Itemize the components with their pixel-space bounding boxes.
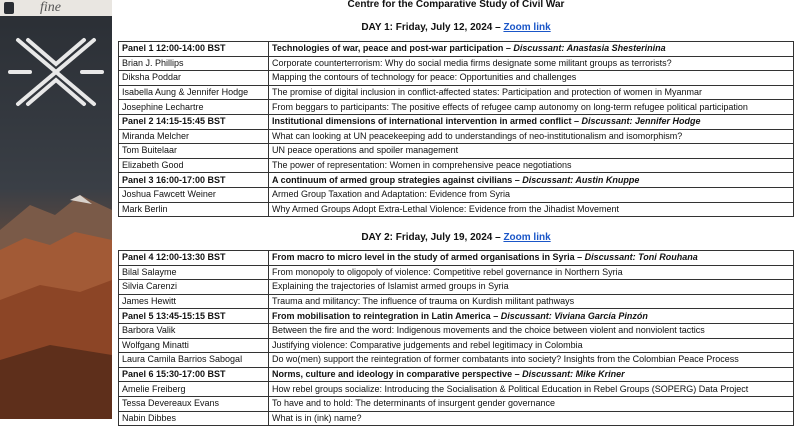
panel-row: [119, 42, 794, 57]
discussant: Discussant: Mike Kriner: [522, 369, 625, 380]
paper-row: [119, 56, 794, 71]
presenter-name: Amelie Freiberg: [119, 382, 269, 397]
paper-row: [119, 71, 794, 86]
panel-topic-cell: [269, 251, 794, 266]
panel-topic-cell: [269, 309, 794, 324]
presenter-name: Tom Buitelaar: [119, 144, 269, 159]
paper-title: Corporate counterterrorism: Why do social media firms designate some militant groups as terrorists?: [269, 56, 794, 71]
paper-row: [119, 338, 794, 353]
day-1-table: [118, 41, 794, 217]
day-2-heading: [112, 232, 800, 243]
day-1-zoom-link[interactable]: Zoom link: [503, 22, 551, 33]
panel-row: [119, 309, 794, 324]
paper-title: The promise of digital inclusion in conflict-affected states: Participation and protection of women in Myanmar: [269, 85, 794, 100]
panel-row: [119, 367, 794, 382]
panel-topic: Technologies of war, peace and post-war participation –: [272, 43, 514, 54]
presenter-name: Silvia Carenzi: [119, 280, 269, 295]
panel-topic: Norms, culture and ideology in comparative perspective –: [272, 369, 523, 380]
presenter-name: Josephine Lechartre: [119, 100, 269, 115]
paper-title: From monopoly to oligopoly of violence: Competitive rebel governance in Northern Syria: [269, 265, 794, 280]
panel-row: [119, 173, 794, 188]
presenter-name: Mark Berlin: [119, 202, 269, 217]
presenter-name: Nabin Dibbes: [119, 411, 269, 426]
paper-row: [119, 353, 794, 368]
paper-title: Mapping the contours of technology for peace: Opportunities and challenges: [269, 71, 794, 86]
panel-topic-cell: [269, 114, 794, 129]
paper-title: Trauma and militancy: The influence of trauma on Kurdish militant pathways: [269, 294, 794, 309]
paper-row: [119, 202, 794, 217]
paper-title: How rebel groups socialize: Introducing the Socialisation & Political Education in Rebel Groups (SOPERG) Data Project: [269, 382, 794, 397]
paper-row: [119, 411, 794, 426]
paper-row: [119, 265, 794, 280]
panel-topic: A continuum of armed group strategies against civilians –: [272, 174, 523, 185]
paper-row: [119, 144, 794, 159]
paper-title: Between the fire and the word: Indigenous movements and the choice between violent and nonviolent tactics: [269, 323, 794, 338]
panel-topic: Institutional dimensions of international intervention in armed conflict –: [272, 116, 582, 127]
day-2-table: [118, 250, 794, 426]
brand-logo: fine: [40, 0, 61, 15]
paper-title: Explaining the trajectories of Islamist armed groups in Syria: [269, 280, 794, 295]
paper-row: [119, 294, 794, 309]
discussant: Discussant: Toni Rouhana: [584, 252, 698, 263]
presenter-name: Isabella Aung & Jennifer Hodge: [119, 85, 269, 100]
panel-topic: From macro to micro level in the study of armed organisations in Syria –: [272, 252, 585, 263]
paper-title: Justifying violence: Comparative judgements and rebel legitimacy in Colombia: [269, 338, 794, 353]
paper-row: [119, 382, 794, 397]
paper-row: [119, 280, 794, 295]
panel-time: Panel 2 14:15-15:45 BST: [119, 114, 269, 129]
presenter-name: Wolfgang Minatti: [119, 338, 269, 353]
emblem-icon: [10, 40, 102, 104]
discussant: Discussant: Anastasia Shesterinina: [513, 43, 666, 54]
panel-time: Panel 5 13:45-15:15 BST: [119, 309, 269, 324]
panel-topic-cell: [269, 42, 794, 57]
presenter-name: Elizabeth Good: [119, 158, 269, 173]
paper-row: [119, 396, 794, 411]
discussant: Discussant: Austin Knuppe: [522, 174, 640, 185]
presenter-name: James Hewitt: [119, 294, 269, 309]
landscape-artwork: [0, 0, 112, 419]
panel-time: Panel 1 12:00-14:00 BST: [119, 42, 269, 57]
paper-row: [119, 85, 794, 100]
paper-title: Why Armed Groups Adopt Extra-Lethal Violence: Evidence from the Jihadist Movement: [269, 202, 794, 217]
paper-row: [119, 158, 794, 173]
panel-row: [119, 251, 794, 266]
paper-title: To have and to hold: The determinants of insurgent gender governance: [269, 396, 794, 411]
panel-time: Panel 4 12:00-13:30 BST: [119, 251, 269, 266]
presenter-name: Joshua Fawcett Weiner: [119, 187, 269, 202]
presenter-name: Barbora Valik: [119, 323, 269, 338]
panel-time: Panel 6 15:30-17:00 BST: [119, 367, 269, 382]
document-title: Centre for the Comparative Study of Civil War: [347, 0, 565, 10]
schedule-document: [112, 0, 800, 423]
presenter-name: Miranda Melcher: [119, 129, 269, 144]
discussant: Discussant: Viviana García Pinzón: [500, 310, 648, 321]
panel-topic: From mobilisation to reintegration in Latin America –: [272, 310, 501, 321]
paper-row: [119, 323, 794, 338]
presenter-name: Laura Camila Barrios Sabogal: [119, 353, 269, 368]
paper-row: [119, 100, 794, 115]
presenter-name: Brian J. Phillips: [119, 56, 269, 71]
day-2-zoom-link[interactable]: Zoom link: [503, 232, 551, 243]
discussant: Discussant: Jennifer Hodge: [581, 116, 701, 127]
presenter-name: Tessa Devereaux Evans: [119, 396, 269, 411]
decorative-sidebar: [0, 0, 112, 419]
presenter-name: Diksha Poddar: [119, 71, 269, 86]
paper-title: Do wo(men) support the reintegration of former combatants into society? Insights from the Colombian Peace Process: [269, 353, 794, 368]
paper-title: The power of representation: Women in comprehensive peace negotiations: [269, 158, 794, 173]
paper-row: [119, 129, 794, 144]
panel-time: Panel 3 16:00-17:00 BST: [119, 173, 269, 188]
day-1-heading: [112, 22, 800, 33]
day-2-title: DAY 2: Friday, July 19, 2024 –: [361, 232, 501, 243]
panel-topic-cell: [269, 367, 794, 382]
panel-topic-cell: [269, 173, 794, 188]
paper-title: From beggars to participants: The positive effects of refugee camp autonomy on long-term refugee political participation: [269, 100, 794, 115]
paper-row: [119, 187, 794, 202]
paper-title: What can looking at UN peacekeeping add to understandings of neo-institutionalism and isomorphism?: [269, 129, 794, 144]
panel-row: [119, 114, 794, 129]
paper-title: What is in (ink) name?: [269, 411, 794, 426]
day-1-title: DAY 1: Friday, July 12, 2024 –: [361, 22, 501, 33]
presenter-name: Bilal Salayme: [119, 265, 269, 280]
paper-title: UN peace operations and spoiler management: [269, 144, 794, 159]
paper-title: Armed Group Taxation and Adaptation: Evidence from Syria: [269, 187, 794, 202]
